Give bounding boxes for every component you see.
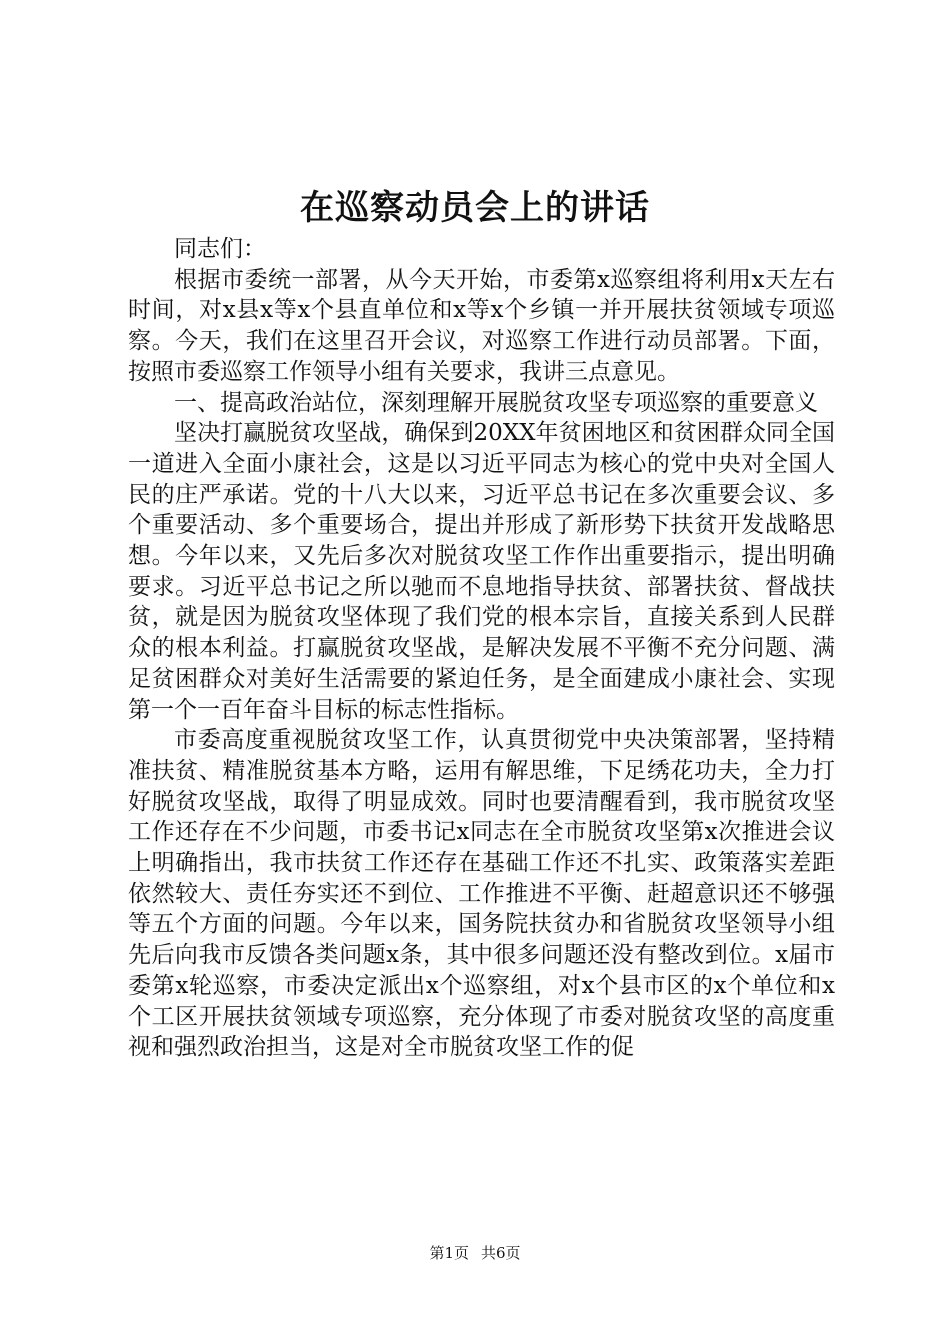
document-body — [128, 234, 835, 1063]
page-footer — [0, 1243, 950, 1263]
page-number-total: 共6页 — [481, 1244, 521, 1262]
paragraph-body-2: 市委高度重视脱贫攻坚工作，认真贯彻党中央决策部署，坚持精准扶贫、精准脱贫基本方略，运用有解思维，下足绣花功夫，全力打好脱贫攻坚战，取得了明显成效。同时也要清醒看到，我市脱贫攻坚工作还存在不少问题，市委书记x同志在全市脱贫攻坚第x次推进会议上明确指出，我市扶贫工作还存在基础工作还不扎实、政策落实差距依然较大、责任夯实还不到位、工作推进不平衡、赶超意识还不够强等五个方面的问题。今年以来，国务院扶贫办和省脱贫攻坚领导小组先后向我市反馈各类问题x条，其中很多问题还没有整改到位。x届市委第x轮巡察，市委决定派出x个巡察组，对x个县市区的x个单位和x个工区开展扶贫领域专项巡察，充分体现了市委对脱贫攻坚的高度重视和强烈政治担当，这是对全市脱贫攻坚工作的促 — [128, 727, 835, 1061]
page-number-current: 第1页 — [429, 1244, 469, 1262]
paragraph-intro: 根据市委统一部署，从今天开始，市委第x巡察组将利用x天左右时间，对x县x等x个县直单位和x等x个乡镇一并开展扶贫领域专项巡察。今天，我们在这里召开会议，对巡察工作进行动员部署。下面，按照市委巡察工作领导小组有关要求，我讲三点意见。 — [128, 266, 835, 385]
document-title: 在巡察动员会上的讲话 — [300, 188, 650, 228]
paragraph-body-1: 坚决打赢脱贫攻坚战，确保到20XX年贫困地区和贫困群众同全国一道进入全面小康社会，这是以习近平同志为核心的党中央对全国人民的庄严承诺。党的十八大以来，习近平总书记在多次重要会议、多个重要活动、多个重要场合，提出并形成了新形势下扶贫开发战略思想。今年以来，又先后多次对脱贫攻坚工作作出重要指示，提出明确要求。习近平总书记之所以驰而不息地指导扶贫、部署扶贫、督战扶贫，就是因为脱贫攻坚体现了我们党的根本宗旨，直接关系到人民群众的根本利益。打赢脱贫攻坚战，是解决发展不平衡不充分问题、满足贫困群众对美好生活需要的紧迫任务，是全面建成小康社会、实现第一个一百年奋斗目标的标志性指标。 — [128, 420, 835, 723]
section-heading-1: 一、提高政治站位，深刻理解开展脱贫攻坚专项巡察的重要意义 — [174, 389, 818, 416]
paragraph-salutation: 同志们： — [174, 236, 266, 262]
